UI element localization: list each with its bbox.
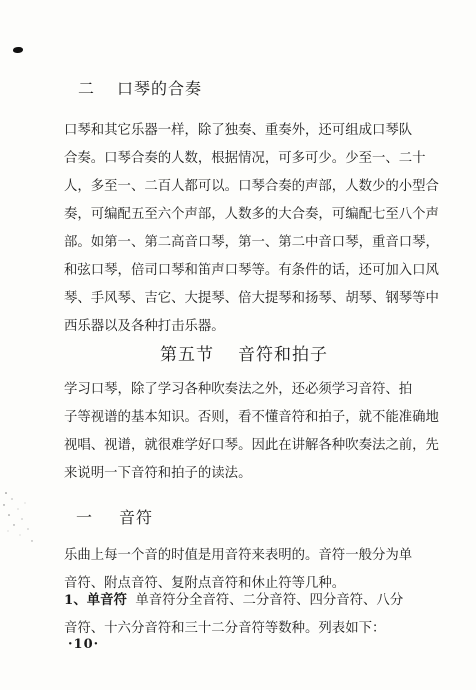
- text-line: [64, 586, 444, 615]
- paragraph-single-notes: [64, 586, 444, 643]
- text-line: 人，多至一、二百人都可以。口琴合奏的声部，人数少的小型合: [64, 179, 439, 194]
- paper-speckles: [0, 485, 40, 555]
- text-line: 音符、附点音符、复附点音符和休止符等几种。: [64, 576, 346, 591]
- subsection-number: 一: [76, 508, 94, 527]
- text-line: 奏，可编配五至六个声部，人数多的大合奏，可编配七至八个声: [64, 207, 439, 222]
- subsection-title: 口琴的合奏: [117, 79, 203, 98]
- page-number: ·10·: [68, 637, 100, 652]
- section-number: 第五节: [160, 345, 214, 365]
- text-line: 琴、手风琴、吉它、大提琴、倍大提琴和扬琴、胡琴、钢琴等中: [64, 291, 439, 306]
- text-line: 西乐器以及各种打击乐器。: [64, 319, 225, 334]
- subsection-heading-notes: [76, 505, 153, 528]
- subsection-title: 音符: [119, 508, 154, 527]
- ink-blot: [13, 47, 23, 53]
- text-line: 子等视谱的基本知识。否则，看不懂音符和拍子，就不能准确地: [64, 410, 439, 425]
- text-line: 音符、十六分音符和三十二分音符等数种。列表如下：: [64, 621, 386, 636]
- item-label: 1、单音符: [64, 592, 127, 608]
- paragraph-intro: [64, 376, 444, 488]
- subsection-number: 二: [78, 79, 96, 98]
- text-line: 乐曲上每一个音的时值是用音符来表明的。音符一般分为单: [64, 548, 413, 563]
- text-line: 学习口琴，除了学习各种吹奏法之外，还必须学习音符、拍: [64, 382, 413, 397]
- text-line: 来说明一下音符和拍子的读法。: [64, 466, 252, 481]
- text-line: 视唱、视谱，就很难学好口琴。因此在讲解各种吹奏法之前，先: [64, 438, 439, 453]
- section-heading: [160, 340, 328, 365]
- paragraph-ensemble: [64, 117, 444, 341]
- text-line: 合奏。口琴合奏的人数，根据情况，可多可少。少至一、二十: [64, 151, 426, 166]
- item-text: 单音符分全音符、二分音符、四分音符、八分: [135, 593, 404, 608]
- section-title: 音符和拍子: [238, 345, 328, 365]
- text-line: 口琴和其它乐器一样，除了独奏、重奏外，还可组成口琴队: [64, 123, 413, 138]
- subsection-heading-ensemble: [78, 76, 202, 99]
- text-line: 部。如第一、第二高音口琴，第一、第二中音口琴，重音口琴，: [64, 235, 439, 250]
- text-line: 和弦口琴，倍司口琴和笛声口琴等。有条件的话，还可加入口风: [64, 263, 439, 278]
